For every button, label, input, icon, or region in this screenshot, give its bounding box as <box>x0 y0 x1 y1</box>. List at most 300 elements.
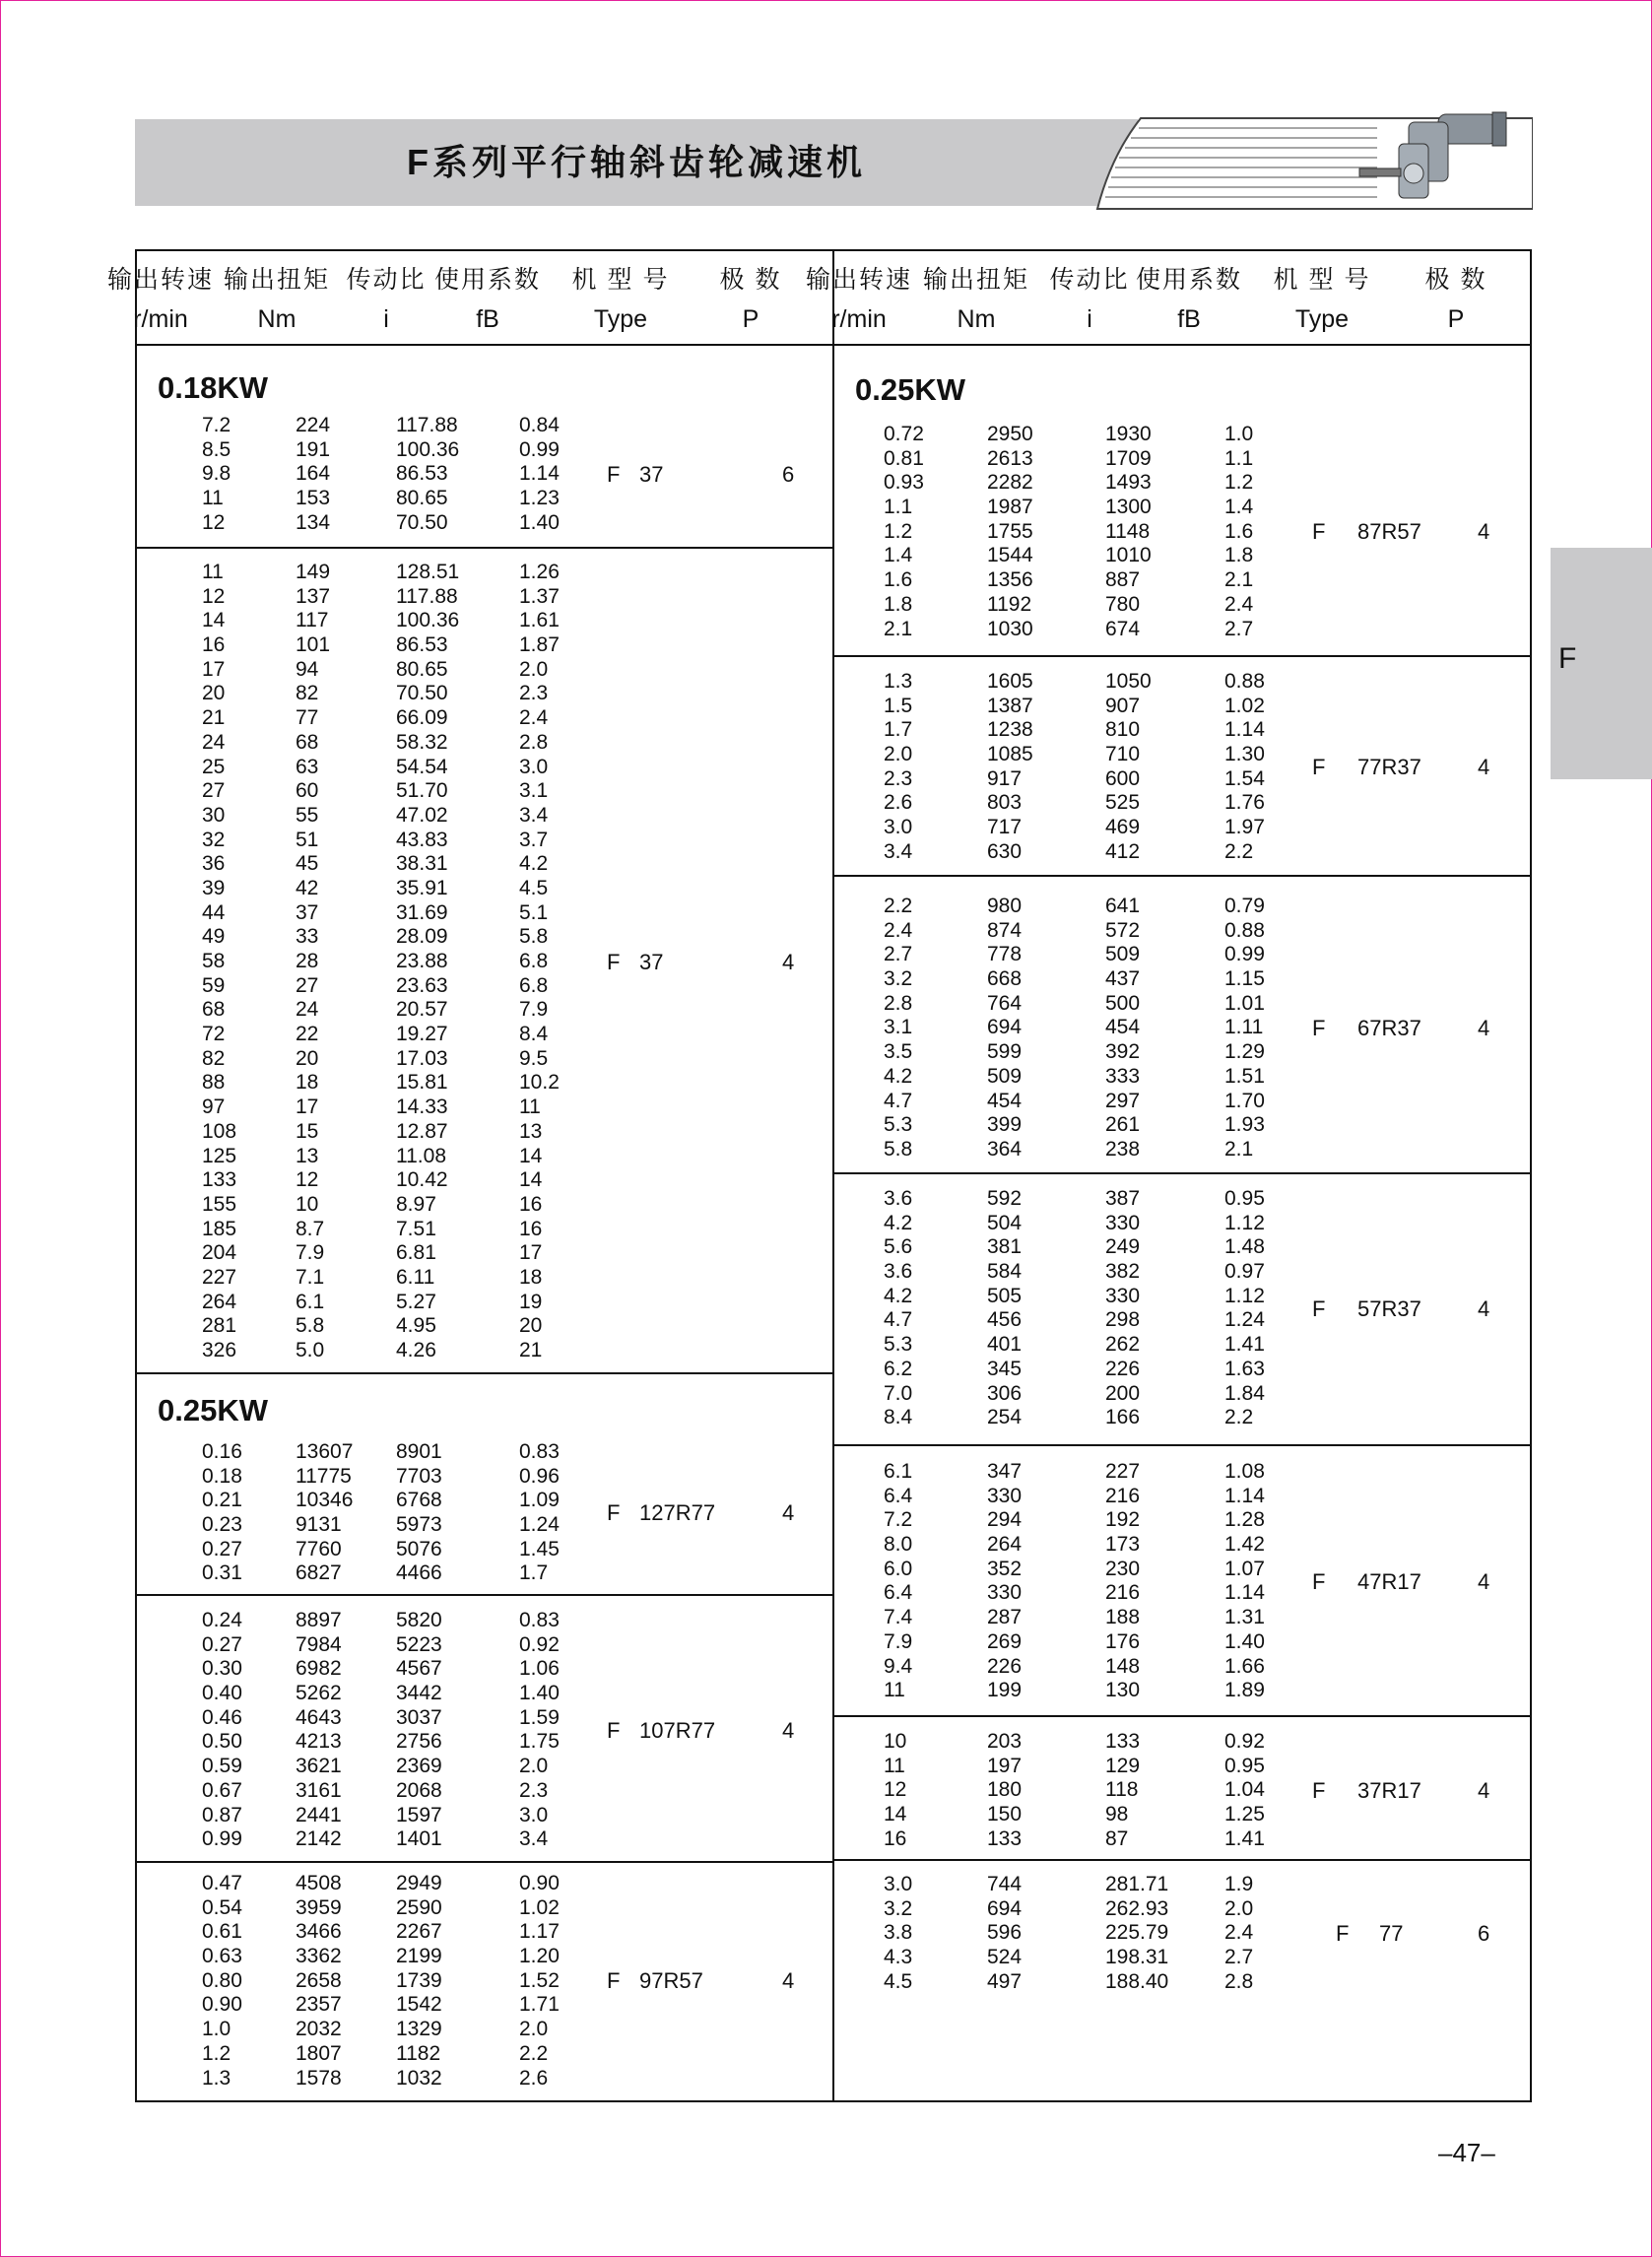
table-cell: 710 <box>1105 743 1141 766</box>
column-header-en: P <box>742 305 760 333</box>
table-cell: 19.27 <box>396 1023 448 1046</box>
table-cell: 2.4 <box>884 918 913 942</box>
table-cell: 1.02 <box>1224 694 1265 717</box>
table-cell: 2.2 <box>1224 1406 1254 1429</box>
table-cell: 11 <box>202 561 224 583</box>
table-cell: 4466 <box>396 1561 442 1585</box>
table-cell: 298 <box>1105 1308 1141 1332</box>
model-number: 127R77 <box>639 1500 716 1526</box>
table-cell: 227 <box>1105 1460 1141 1483</box>
table-cell: 584 <box>987 1260 1023 1284</box>
table-cell: 0.88 <box>1224 670 1265 693</box>
left-column-header <box>218 260 336 339</box>
table-cell: 1.93 <box>1224 1113 1265 1137</box>
table-cell: 3.1 <box>519 779 549 803</box>
table-cell: 0.30 <box>202 1657 242 1681</box>
table-cell: 17 <box>202 657 226 681</box>
table-cell: 1930 <box>1105 423 1152 445</box>
page-title: F系列平行轴斜齿轮减速机 <box>407 142 866 182</box>
table-cell: 8.4 <box>884 1406 913 1429</box>
table-cell: 3.0 <box>519 755 549 778</box>
table-cell: 1.4 <box>884 544 913 567</box>
table-cell: 155 <box>202 1192 237 1216</box>
table-cell: 12 <box>202 584 226 608</box>
table-cell: 15.81 <box>396 1071 448 1095</box>
table-cell: 454 <box>1105 1016 1141 1039</box>
table-cell: 469 <box>1105 816 1141 839</box>
table-cell: 5820 <box>396 1609 442 1631</box>
table-cell: 1387 <box>987 694 1033 717</box>
table-cell: 87 <box>1105 1826 1129 1850</box>
table-cell: 1.2 <box>202 2041 231 2065</box>
table-cell: 133 <box>1105 1730 1141 1753</box>
table-cell: 199 <box>987 1679 1023 1702</box>
table-cell: 0.93 <box>884 471 924 495</box>
table-cell: 1.31 <box>1224 1606 1265 1629</box>
table-cell: 31.69 <box>396 900 448 924</box>
table-cell: 8.97 <box>396 1192 436 1216</box>
table-cell: 2.0 <box>519 657 549 681</box>
table-cell: 2.0 <box>884 743 913 766</box>
table-cell: 1182 <box>396 2041 441 2065</box>
table-cell: 3.7 <box>519 828 549 851</box>
table-cell: 20.57 <box>396 998 448 1022</box>
column-header-zh: 输出扭矩 <box>922 266 1029 294</box>
table-cell: 9131 <box>296 1513 342 1537</box>
table-cell: 37 <box>296 900 319 924</box>
table-cell: 1542 <box>396 1993 442 2017</box>
table-cell: 216 <box>1105 1484 1141 1507</box>
table-cell: 19 <box>519 1290 543 1313</box>
table-cell: 2949 <box>396 1872 442 1894</box>
table-cell: 1.15 <box>1224 967 1265 991</box>
table-cell: 108 <box>202 1119 237 1143</box>
table-cell: 4213 <box>296 1730 342 1754</box>
table-cell: 9.8 <box>202 462 231 486</box>
table-cell: 0.90 <box>202 1993 242 2017</box>
group-separator <box>135 547 832 549</box>
table-cell: 16 <box>884 1826 907 1850</box>
series-letter: F <box>1312 1777 1326 1803</box>
model-number: 107R77 <box>639 1717 716 1743</box>
pole-count: 4 <box>1478 1015 1490 1040</box>
table-cell: 0.99 <box>202 1827 242 1851</box>
series-letter: F <box>607 1500 621 1526</box>
table-cell: 1.06 <box>519 1657 560 1681</box>
table-cell: 8.0 <box>884 1533 913 1557</box>
table-cell: 20 <box>202 682 226 705</box>
table-cell: 8.5 <box>202 437 231 461</box>
table-cell: 1.11 <box>1224 1016 1264 1039</box>
pole-count: 6 <box>1478 1920 1490 1946</box>
table-cell: 1597 <box>396 1803 442 1826</box>
column-header-en: i <box>383 305 389 333</box>
column-header-zh: 输出转速 <box>805 266 912 294</box>
table-cell: 49 <box>202 925 226 949</box>
table-cell: 1.1 <box>884 496 913 519</box>
table-cell: 185 <box>202 1217 237 1240</box>
table-cell: 1.24 <box>519 1513 560 1537</box>
table-cell: 1050 <box>1105 670 1152 693</box>
table-cell: 917 <box>987 766 1023 790</box>
table-cell: 2267 <box>396 1920 442 1944</box>
column-header-en: Nm <box>957 305 996 333</box>
table-cell: 1.37 <box>519 584 560 608</box>
table-cell: 764 <box>987 991 1023 1015</box>
table-cell: 11775 <box>296 1464 352 1488</box>
power-rating-label: 0.25KW <box>158 1393 268 1427</box>
group-separator <box>832 655 1532 657</box>
table-cell: 694 <box>987 1016 1023 1039</box>
table-cell: 5.3 <box>884 1113 913 1137</box>
table-cell: 9.5 <box>519 1046 549 1070</box>
table-cell: 82 <box>202 1046 226 1070</box>
table-cell: 66.09 <box>396 706 448 730</box>
table-cell: 22 <box>296 1023 319 1046</box>
table-cell: 2.8 <box>519 730 549 754</box>
table-cell: 2.3 <box>519 682 549 705</box>
power-rating-label: 0.25KW <box>855 372 965 407</box>
table-cell: 5.8 <box>519 925 549 949</box>
table-cell: 1.54 <box>1224 766 1265 790</box>
table-cell: 1544 <box>987 544 1033 567</box>
table-cell: 306 <box>987 1381 1023 1405</box>
table-cell: 188.40 <box>1105 1969 1169 1993</box>
table-cell: 6.2 <box>884 1357 913 1380</box>
table-cell: 63 <box>296 755 319 778</box>
table-cell: 1.52 <box>519 1968 560 1992</box>
table-cell: 674 <box>1105 617 1141 640</box>
gear-motor-icon <box>1340 95 1527 203</box>
table-cell: 7984 <box>296 1632 342 1656</box>
table-cell: 3.6 <box>884 1260 913 1284</box>
model-number: 97R57 <box>639 1968 703 1994</box>
table-cell: 1.5 <box>884 694 913 717</box>
table-cell: 20 <box>519 1314 543 1338</box>
table-cell: 118 <box>1105 1778 1139 1802</box>
table-cell: 72 <box>202 1023 226 1046</box>
pole-count: 4 <box>1478 519 1490 545</box>
table-cell: 1.3 <box>884 670 913 693</box>
column-header-en: Type <box>593 305 648 333</box>
column-header-en: Nm <box>257 305 297 333</box>
table-cell: 1.8 <box>884 592 913 616</box>
table-cell: 262.93 <box>1105 1896 1169 1920</box>
table-cell: 10.2 <box>519 1071 560 1095</box>
table-cell: 392 <box>1105 1040 1141 1064</box>
table-cell: 599 <box>987 1040 1023 1064</box>
table-cell: 1085 <box>987 743 1033 766</box>
group-separator <box>832 875 1532 877</box>
table-cell: 2658 <box>296 1968 342 1992</box>
table-cell: 0.23 <box>202 1513 242 1537</box>
table-cell: 7760 <box>296 1537 342 1560</box>
table-cell: 128.51 <box>396 561 460 583</box>
table-cell: 47.02 <box>396 803 448 827</box>
table-cell: 14 <box>519 1144 543 1167</box>
table-cell: 14 <box>519 1168 543 1192</box>
table-cell: 3362 <box>296 1945 342 1968</box>
table-cell: 166 <box>1105 1406 1141 1429</box>
table-cell: 2.7 <box>884 943 913 966</box>
table-cell: 744 <box>987 1873 1023 1895</box>
table-cell: 3.6 <box>884 1187 913 1210</box>
table-cell: 0.27 <box>202 1632 242 1656</box>
table-cell: 0.97 <box>1224 1260 1265 1284</box>
table-cell: 70.50 <box>396 510 448 534</box>
table-cell: 1.25 <box>1224 1803 1265 1826</box>
table-cell: 150 <box>987 1803 1023 1826</box>
table-cell: 1.97 <box>1224 816 1265 839</box>
table-cell: 10.42 <box>396 1168 448 1192</box>
table-cell: 5.27 <box>396 1290 436 1313</box>
table-cell: 1030 <box>987 617 1033 640</box>
table-cell: 59 <box>202 973 226 997</box>
right-column-header <box>917 260 1035 339</box>
table-cell: 1010 <box>1105 544 1152 567</box>
table-cell: 1.14 <box>1224 718 1265 742</box>
column-header-zh: 使用系数 <box>1135 266 1242 294</box>
column-header-zh: 传动比 <box>346 266 427 294</box>
model-number: 77 <box>1379 1920 1404 1946</box>
table-cell: 3037 <box>396 1705 442 1729</box>
table-cell: 9.4 <box>884 1654 913 1678</box>
table-cell: 4643 <box>296 1705 342 1729</box>
table-cell: 630 <box>987 839 1023 863</box>
table-cell: 3.8 <box>884 1921 913 1945</box>
model-number: 87R57 <box>1357 519 1421 545</box>
table-cell: 14.33 <box>396 1095 448 1119</box>
table-cell: 4.2 <box>884 1211 913 1234</box>
table-cell: 4.5 <box>884 1969 913 1993</box>
table-cell: 203 <box>987 1730 1023 1753</box>
column-header-en: Type <box>1294 305 1350 333</box>
table-cell: 101 <box>296 633 331 657</box>
table-cell: 33 <box>296 925 319 949</box>
table-cell: 810 <box>1105 718 1141 742</box>
table-cell: 249 <box>1105 1235 1141 1259</box>
table-cell: 17 <box>519 1241 543 1265</box>
column-header-zh: 极 数 <box>719 266 782 294</box>
table-cell: 12 <box>296 1168 319 1192</box>
table-cell: 1.20 <box>519 1945 560 1968</box>
table-cell: 269 <box>987 1629 1023 1653</box>
table-cell: 204 <box>202 1241 237 1265</box>
table-cell: 1493 <box>1105 471 1152 495</box>
table-cell: 224 <box>296 414 331 436</box>
table-cell: 1.40 <box>519 1682 560 1705</box>
table-cell: 1.09 <box>519 1489 560 1512</box>
table-cell: 0.46 <box>202 1705 242 1729</box>
table-cell: 0.84 <box>519 414 560 436</box>
table-cell: 117.88 <box>396 414 458 436</box>
table-cell: 7.9 <box>884 1629 913 1653</box>
column-header-en: r/min <box>831 305 887 333</box>
table-cell: 25 <box>202 755 226 778</box>
table-cell: 0.18 <box>202 1464 242 1488</box>
table-cell: 0.83 <box>519 1440 560 1463</box>
table-cell: 454 <box>987 1089 1023 1112</box>
series-letter: F <box>1312 1568 1326 1594</box>
table-cell: 94 <box>296 657 319 681</box>
model-number: 37 <box>639 461 664 487</box>
table-cell: 1.41 <box>1224 1826 1265 1850</box>
table-cell: 1.7 <box>884 718 913 742</box>
table-cell: 1.08 <box>1224 1460 1265 1483</box>
table-cell: 7.9 <box>519 998 549 1022</box>
left-column-header <box>101 260 220 339</box>
table-cell: 11 <box>884 1754 905 1777</box>
table-cell: 412 <box>1105 839 1141 863</box>
series-letter: F <box>607 461 621 487</box>
table-cell: 497 <box>987 1969 1023 1993</box>
table-cell: 6768 <box>396 1489 442 1512</box>
table-cell: 3.0 <box>884 1873 913 1895</box>
table-cell: 3.4 <box>519 803 549 827</box>
table-cell: 1.89 <box>1224 1679 1265 1702</box>
table-cell: 2.0 <box>519 1755 549 1778</box>
table-cell: 238 <box>1105 1137 1141 1161</box>
table-cell: 2.0 <box>519 2018 549 2041</box>
table-cell: 330 <box>987 1484 1023 1507</box>
table-cell: 2613 <box>987 446 1033 470</box>
group-separator <box>832 1172 1532 1174</box>
right-column-header <box>1263 260 1381 339</box>
table-cell: 0.80 <box>202 1968 242 1992</box>
pole-count: 6 <box>782 461 795 487</box>
table-cell: 330 <box>987 1581 1023 1605</box>
table-cell: 28 <box>296 950 319 972</box>
table-cell: 254 <box>987 1406 1023 1429</box>
left-column-header <box>562 260 680 339</box>
column-header-en: P <box>1447 305 1465 333</box>
table-cell: 1.30 <box>1224 743 1265 766</box>
table-cell: 524 <box>987 1946 1023 1969</box>
table-cell: 7.51 <box>396 1217 436 1240</box>
table-cell: 6.81 <box>396 1241 436 1265</box>
table-cell: 1.3 <box>202 2066 231 2090</box>
table-cell: 437 <box>1105 967 1141 991</box>
table-cell: 1.07 <box>1224 1557 1265 1580</box>
table-cell: 129 <box>1105 1754 1141 1777</box>
table-cell: 668 <box>987 967 1023 991</box>
table-cell: 44 <box>202 900 226 924</box>
table-cell: 6.0 <box>884 1557 913 1580</box>
table-cell: 133 <box>202 1168 237 1192</box>
table-cell: 3.4 <box>884 839 913 863</box>
table-cell: 287 <box>987 1606 1023 1629</box>
table-cell: 6827 <box>296 1561 342 1585</box>
table-cell: 2.6 <box>519 2066 549 2090</box>
pole-count: 4 <box>782 949 795 974</box>
table-cell: 7.2 <box>884 1508 913 1532</box>
table-cell: 0.79 <box>1224 895 1265 917</box>
pole-count: 4 <box>1478 1777 1490 1803</box>
table-cell: 1709 <box>1105 446 1152 470</box>
table-cell: 7.2 <box>202 414 231 436</box>
table-cell: 10346 <box>296 1489 354 1512</box>
table-cell: 225.79 <box>1105 1921 1169 1945</box>
table-cell: 1.14 <box>1224 1484 1265 1507</box>
table-cell: 4508 <box>296 1872 342 1894</box>
column-header-en: fB <box>1177 305 1201 333</box>
left-column-header <box>429 260 547 339</box>
table-cell: 18 <box>296 1071 319 1095</box>
series-letter: F <box>1312 1295 1326 1321</box>
table-cell: 592 <box>987 1187 1023 1210</box>
table-cell: 7.0 <box>884 1381 913 1405</box>
table-cell: 0.88 <box>1224 918 1265 942</box>
table-cell: 0.27 <box>202 1537 242 1560</box>
table-cell: 1.14 <box>1224 1581 1265 1605</box>
pole-count: 4 <box>1478 1295 1490 1321</box>
model-number: 67R37 <box>1357 1015 1421 1040</box>
table-cell: 1.12 <box>1224 1211 1265 1234</box>
table-cell: 1.59 <box>519 1705 560 1729</box>
table-cell: 8901 <box>396 1440 442 1463</box>
group-separator <box>832 1444 1532 1446</box>
table-cell: 13607 <box>296 1440 354 1463</box>
table-cell: 6.4 <box>884 1581 913 1605</box>
table-cell: 192 <box>1105 1508 1141 1532</box>
table-cell: 456 <box>987 1308 1023 1332</box>
table-cell: 2.2 <box>519 2041 549 2065</box>
table-cell: 1.61 <box>519 609 560 632</box>
table-cell: 2032 <box>296 2018 342 2041</box>
table-cell: 97 <box>202 1095 226 1119</box>
table-cell: 1.9 <box>1224 1873 1254 1895</box>
table-cell: 261 <box>1105 1113 1141 1137</box>
table-cell: 330 <box>1105 1211 1141 1234</box>
table-cell: 1.51 <box>1224 1064 1265 1088</box>
table-cell: 1605 <box>987 670 1033 693</box>
table-cell: 23.88 <box>396 950 448 972</box>
table-cell: 36 <box>202 852 226 876</box>
table-cell: 399 <box>987 1113 1023 1137</box>
table-cell: 1032 <box>396 2066 442 2090</box>
table-cell: 780 <box>1105 592 1141 616</box>
table-cell: 2441 <box>296 1803 342 1826</box>
table-cell: 15 <box>296 1119 319 1143</box>
table-cell: 200 <box>1105 1381 1141 1405</box>
table-cell: 24 <box>296 998 319 1022</box>
table-cell: 1.66 <box>1224 1654 1265 1678</box>
table-cell: 173 <box>1105 1533 1141 1557</box>
column-header-zh: 极 数 <box>1424 266 1487 294</box>
table-cell: 12 <box>202 510 226 534</box>
table-cell: 2.1 <box>884 617 913 640</box>
table-cell: 6.4 <box>884 1484 913 1507</box>
table-cell: 125 <box>202 1144 237 1167</box>
table-cell: 51.70 <box>396 779 448 803</box>
table-cell: 5.3 <box>884 1333 913 1357</box>
table-cell: 1148 <box>1105 519 1151 543</box>
column-header-en: i <box>1087 305 1092 333</box>
table-cell: 4567 <box>396 1657 442 1681</box>
table-cell: 1.2 <box>884 519 913 543</box>
table-cell: 0.67 <box>202 1778 242 1802</box>
table-cell: 11 <box>884 1679 905 1702</box>
table-cell: 54.54 <box>396 755 448 778</box>
table-cell: 28.09 <box>396 925 448 949</box>
table-cell: 1.26 <box>519 561 560 583</box>
series-letter: F <box>607 949 621 974</box>
table-cell: 5.8 <box>884 1137 913 1161</box>
table-cell: 874 <box>987 918 1023 942</box>
table-cell: 3.4 <box>519 1827 549 1851</box>
table-cell: 0.63 <box>202 1945 242 1968</box>
table-cell: 8.7 <box>296 1217 325 1240</box>
